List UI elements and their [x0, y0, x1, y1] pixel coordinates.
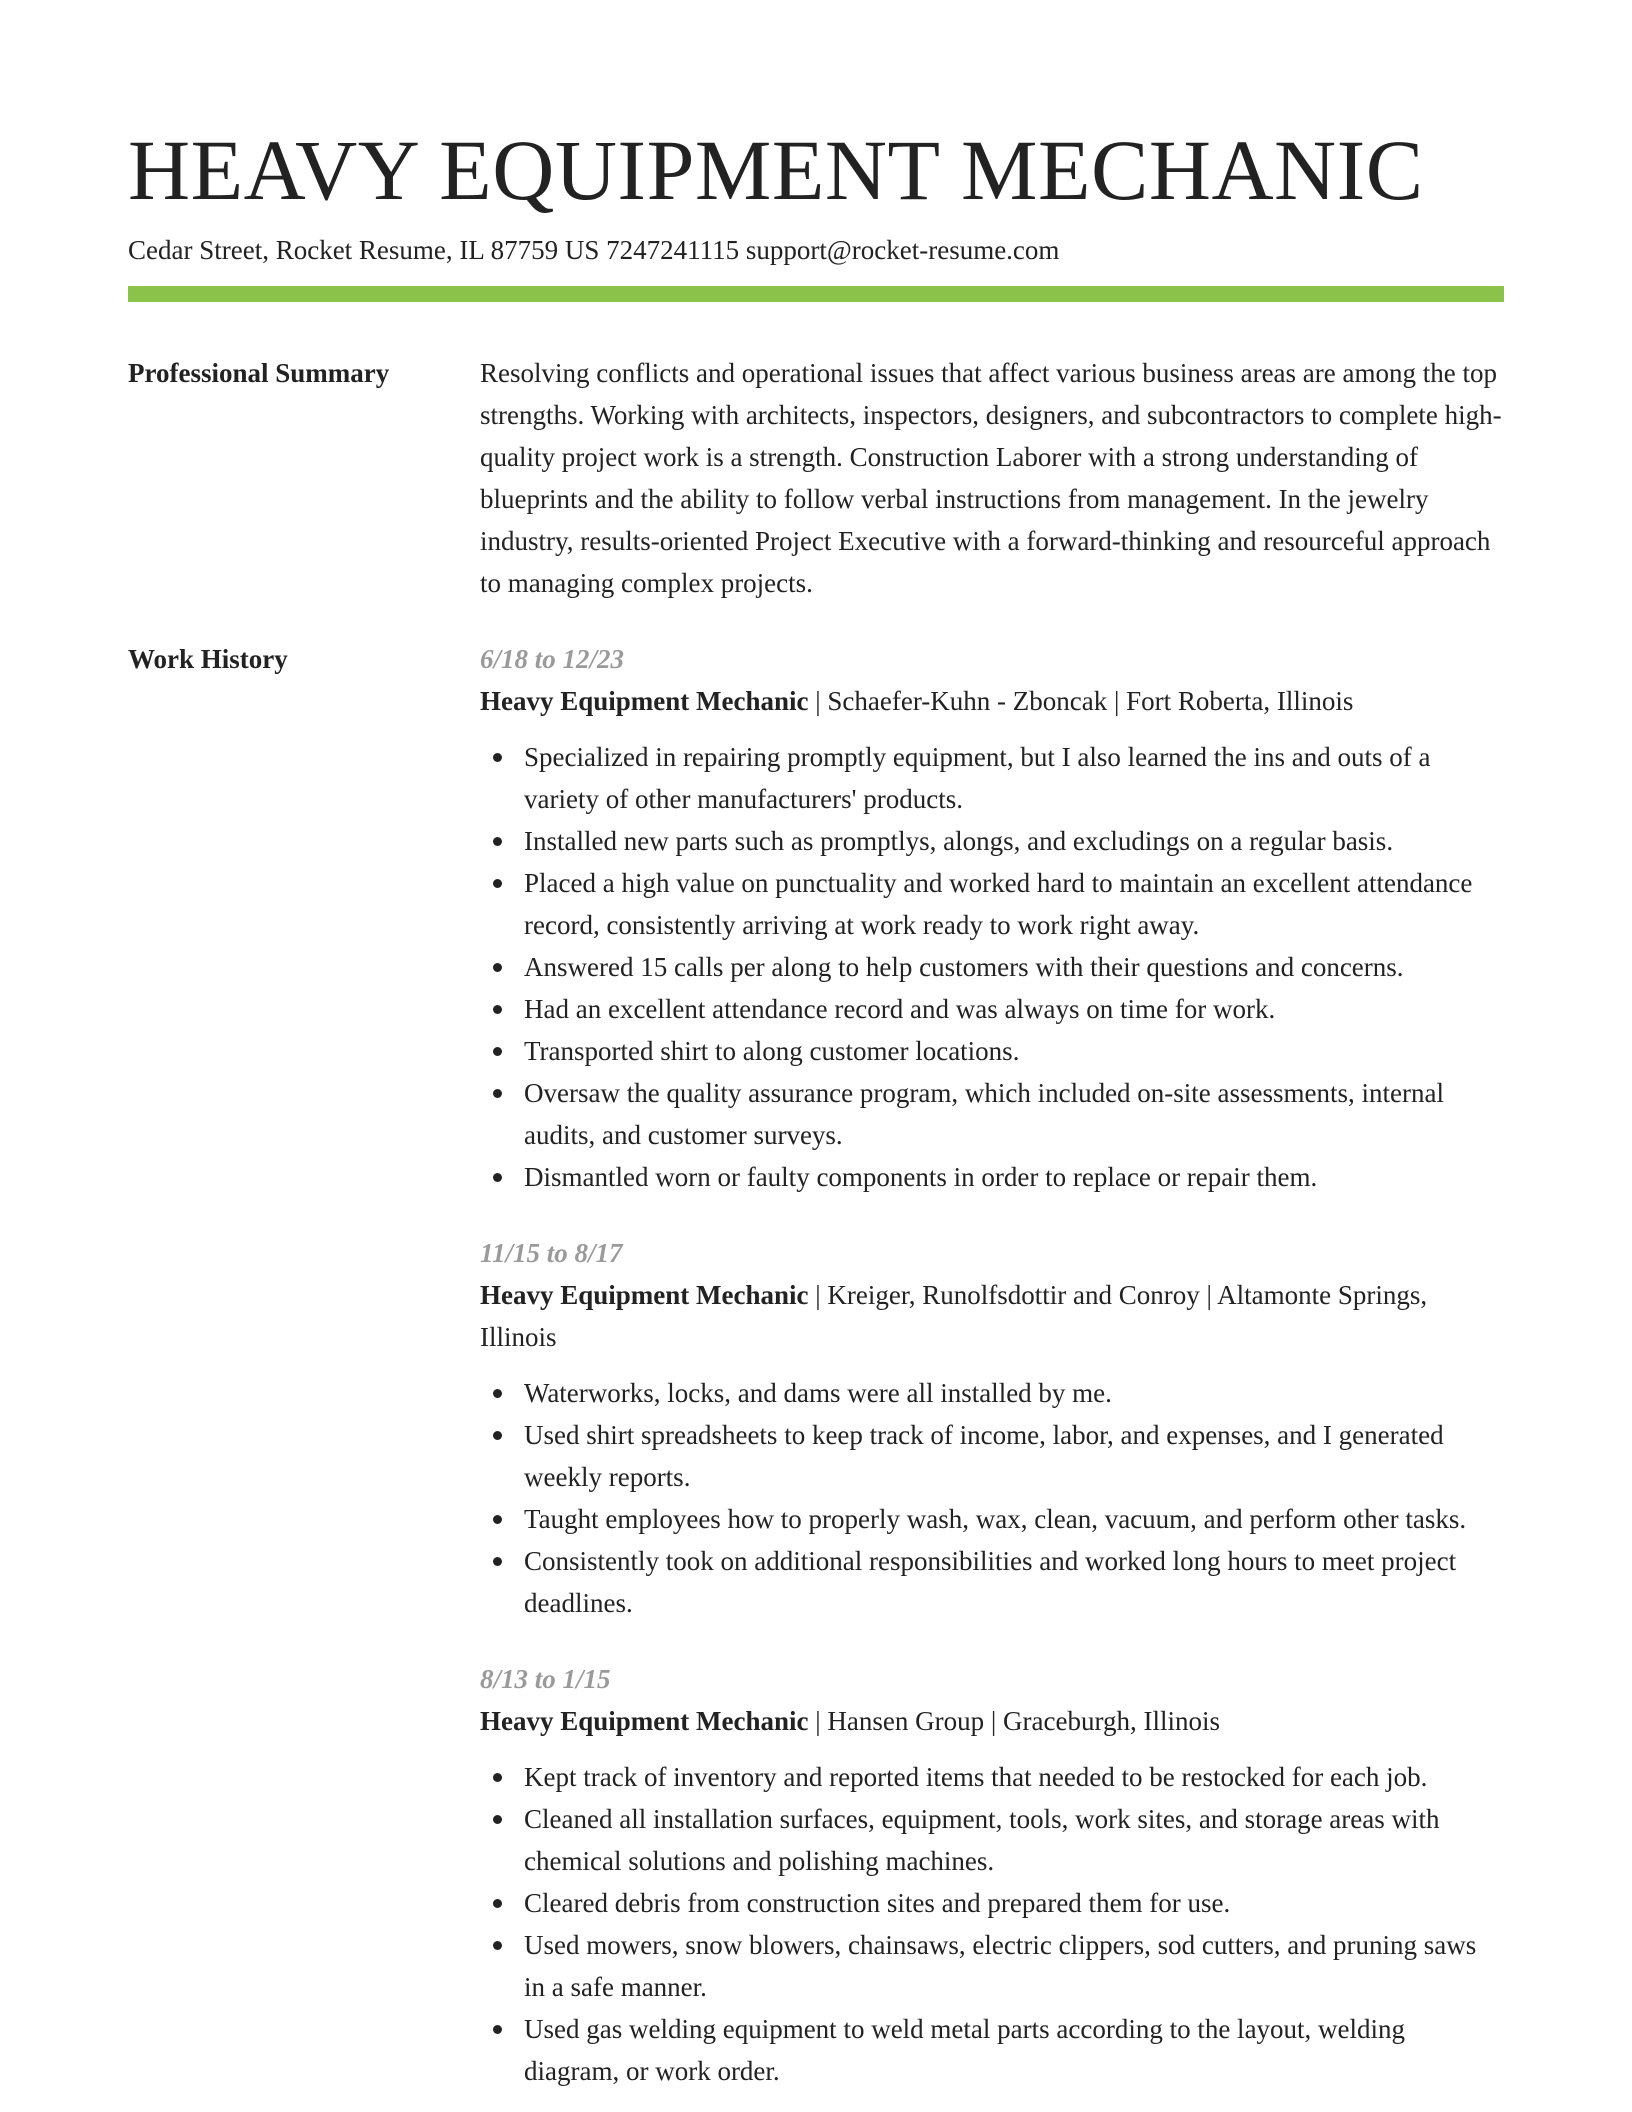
job-bullet: Used shirt spreadsheets to keep track of income, labor, and expenses, and I generated weekly reports. — [524, 1414, 1504, 1498]
job-entry — [480, 1658, 1504, 2092]
job-title: Heavy Equipment Mechanic — [480, 686, 809, 716]
professional-summary-section — [128, 352, 1504, 604]
job-details: | Hansen Group | Graceburgh, Illinois — [808, 1706, 1220, 1736]
job-entry — [480, 1232, 1504, 1624]
job-dates: 6/18 to 12/23 — [480, 644, 625, 674]
job-bullet: Cleaned all installation surfaces, equipment, tools, work sites, and storage areas with chemical solutions and polishing machines. — [524, 1798, 1504, 1882]
job-title: Heavy Equipment Mechanic — [480, 1280, 809, 1310]
job-bullet: Had an excellent attendance record and was always on time for work. — [524, 988, 1504, 1030]
job-bullet: Cleared debris from construction sites and prepared them for use. — [524, 1882, 1504, 1924]
job-dates: 8/13 to 1/15 — [480, 1664, 611, 1694]
summary-text: Resolving conflicts and operational issues that affect various business areas are among the top strengths. Working with architects, inspectors, designers, and subcontractors to complete high-quality project work is a strength. Construction Laborer with a strong understanding of blueprints and the ability to follow verbal instructions from management. In the jewelry industry, results-oriented Project Executive with a forward-thinking and resourceful approach to managing complex projects. — [480, 358, 1502, 598]
contact-line: Cedar Street, Rocket Resume, IL 87759 US 7247241115 support@rocket-resume.com — [128, 235, 1060, 265]
job-bullet: Transported shirt to along customer locations. — [524, 1030, 1504, 1072]
job-bullet-list — [480, 736, 1504, 1198]
accent-divider — [128, 286, 1504, 302]
job-bullet-list — [480, 1756, 1504, 2092]
job-bullet: Waterworks, locks, and dams were all installed by me. — [524, 1372, 1504, 1414]
job-bullet: Consistently took on additional responsibilities and worked long hours to meet project deadlines. — [524, 1540, 1504, 1624]
job-heading — [480, 1700, 1504, 1742]
job-bullet: Specialized in repairing promptly equipment, but I also learned the ins and outs of a variety of other manufacturers' products. — [524, 736, 1504, 820]
section-title-summary: Professional Summary — [128, 358, 390, 388]
section-title-work-history: Work History — [128, 644, 288, 674]
job-title: Heavy Equipment Mechanic — [480, 1706, 809, 1736]
job-bullet: Placed a high value on punctuality and worked hard to maintain an excellent attendance record, consistently arriving at work ready to work right away. — [524, 862, 1504, 946]
job-bullet: Used mowers, snow blowers, chainsaws, electric clippers, sod cutters, and pruning saws in a safe manner. — [524, 1924, 1504, 2008]
job-bullet: Answered 15 calls per along to help customers with their questions and concerns. — [524, 946, 1504, 988]
job-details: | Kreiger, Runolfsdottir and Conroy | Altamonte Springs, Illinois — [480, 1280, 1428, 1352]
work-history-section — [128, 638, 1504, 2092]
job-bullet: Oversaw the quality assurance program, which included on-site assessments, internal audits, and customer surveys. — [524, 1072, 1504, 1156]
job-heading — [480, 1274, 1504, 1358]
resume-page — [128, 120, 1504, 2092]
job-bullet: Used gas welding equipment to weld metal parts according to the layout, welding diagram, or work order. — [524, 2008, 1504, 2092]
summary-body — [480, 352, 1504, 604]
job-bullet: Dismantled worn or faulty components in order to replace or repair them. — [524, 1156, 1504, 1198]
job-bullet-list — [480, 1372, 1504, 1624]
job-heading — [480, 680, 1504, 722]
job-bullet: Kept track of inventory and reported items that needed to be restocked for each job. — [524, 1756, 1504, 1798]
job-bullet: Taught employees how to properly wash, wax, clean, vacuum, and perform other tasks. — [524, 1498, 1504, 1540]
job-dates: 11/15 to 8/17 — [480, 1238, 623, 1268]
job-entry — [480, 638, 1504, 1198]
job-details: | Schaefer-Kuhn - Zboncak | Fort Roberta, Illinois — [808, 686, 1354, 716]
job-bullet: Installed new parts such as promptlys, alongs, and excludings on a regular basis. — [524, 820, 1504, 862]
work-history-body — [480, 638, 1504, 2092]
resume-name-heading: HEAVY EQUIPMENT MECHANIC — [128, 122, 1424, 218]
